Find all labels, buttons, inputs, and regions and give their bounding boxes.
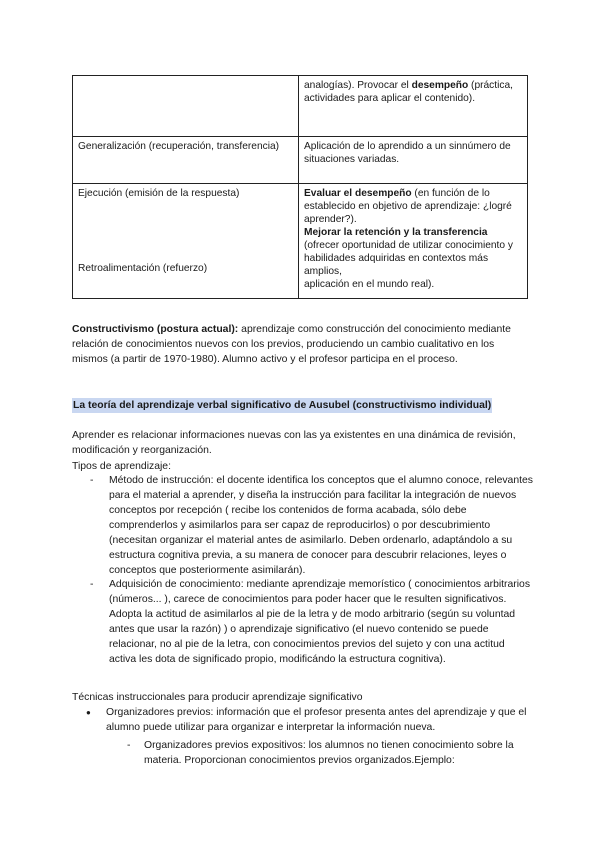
table-cell xyxy=(73,137,299,184)
cell-bold-text: desempeño xyxy=(411,80,469,91)
constructivismo-text: aprendizaje como construcción del conocimiento mediante relación de conocimientos nuevos con los previos, produciendo un cambio cualitativo en los mismos (a partir de 1970-1980). Alumno activo y el profesor participa en el proceso. xyxy=(72,324,511,365)
cell-text: Aplicación de lo aprendido a un sinnúmero de situaciones variadas. xyxy=(304,141,511,165)
instruction-phases-table xyxy=(72,75,528,299)
list-item-text: Organizadores previos: información que el profesor presenta antes del aprendizaje y que el alumno puede utilizar para organizar e interpretar la información nueva. xyxy=(106,707,527,733)
tecnicas-title: Técnicas instruccionales para producir aprendizaje significativo xyxy=(72,692,363,703)
table-row xyxy=(73,76,528,137)
dash-marker: - xyxy=(127,740,131,751)
cell-text: (en función de lo establecido en objetivo de aprendizaje: ¿logré aprender?). xyxy=(304,188,512,225)
cell-text: aplicación en el mundo real). xyxy=(304,279,435,290)
table-cell xyxy=(73,76,299,137)
section-heading: La teoría del aprendizaje verbal significativo de Ausubel (constructivismo individual) xyxy=(73,400,492,411)
cell-text: Ejecución (emisión de la respuesta) xyxy=(78,188,240,199)
cell-bold-text: Evaluar el desempeño xyxy=(304,188,412,199)
table-cell xyxy=(299,184,528,299)
list-item-text: Adquisición de conocimiento: mediante aprendizaje memorístico ( conocimientos arbitrarios (números... ), carece de conocimientos para poder hacer que le resulten significativos. Adopta la actitud de asimilarlos al pie de la letra y de modo arbitrario (según su voluntad antes que usar la razón) ) o aprendizaje significativo (el nuevo contenido se puede relacionar, no al pie de la letra, con conocimientos previos del sujeto y con una actitud activa les dota de significado propio, modificándo la estructura cognitiva). xyxy=(109,579,531,665)
cell-text: (ofrecer oportunidad de utilizar conocimiento y habilidades adquiridas en contextos más amplios, xyxy=(304,240,513,277)
dash-marker: - xyxy=(90,579,94,590)
tipos-title: Tipos de aprendizaje: xyxy=(72,461,171,472)
bullet-icon: ● xyxy=(86,708,91,717)
list-item-text: Organizadores previos expositivos: los alumnos no tienen conocimiento sobre la materia. Proporcionan conocimientos previos organizados.Ejemplo: xyxy=(144,740,514,766)
table-cell xyxy=(299,137,528,184)
table-row xyxy=(73,137,528,184)
table-cell xyxy=(299,76,528,137)
aprender-paragraph: Aprender es relacionar informaciones nuevas con las ya existentes en una dinámica de revisión, modificación y reorganización. xyxy=(72,430,516,456)
cell-text: (práctica, actividades para aplicar el contenido). xyxy=(304,80,513,104)
constructivismo-label: Constructivismo (postura actual): xyxy=(72,324,239,335)
table-cell xyxy=(73,184,299,299)
cell-text: analogías). Provocar el xyxy=(304,80,412,91)
constructivismo-paragraph xyxy=(72,322,530,367)
cell-bold-text: Mejorar la retención y la transferencia xyxy=(304,227,488,238)
table-row xyxy=(73,184,528,299)
dash-marker: - xyxy=(90,475,94,486)
list-item-text: Método de instrucción: el docente identifica los conceptos que el alumno conoce, relevantes para el material a aprender, y diseña la instrucción para facilitar la integración de nuevos conceptos por recepción ( recibe los contenidos de forma acabada, sólo debe comprenderlos y asimilarlos para ser capaz de reproducirlos) o por descubrimiento (necesitan organizar el material antes de asimilarlo. Deben ordenarlo, adaptándolo a su estructura cognitiva previa, a su manera de conocer para descubrir relaciones, leyes o conceptos que posteriormente asimilarán). xyxy=(109,475,533,576)
cell-text: Retroalimentación (refuerzo) xyxy=(78,263,208,274)
cell-text: Generalización (recuperación, transferencia) xyxy=(78,141,280,152)
